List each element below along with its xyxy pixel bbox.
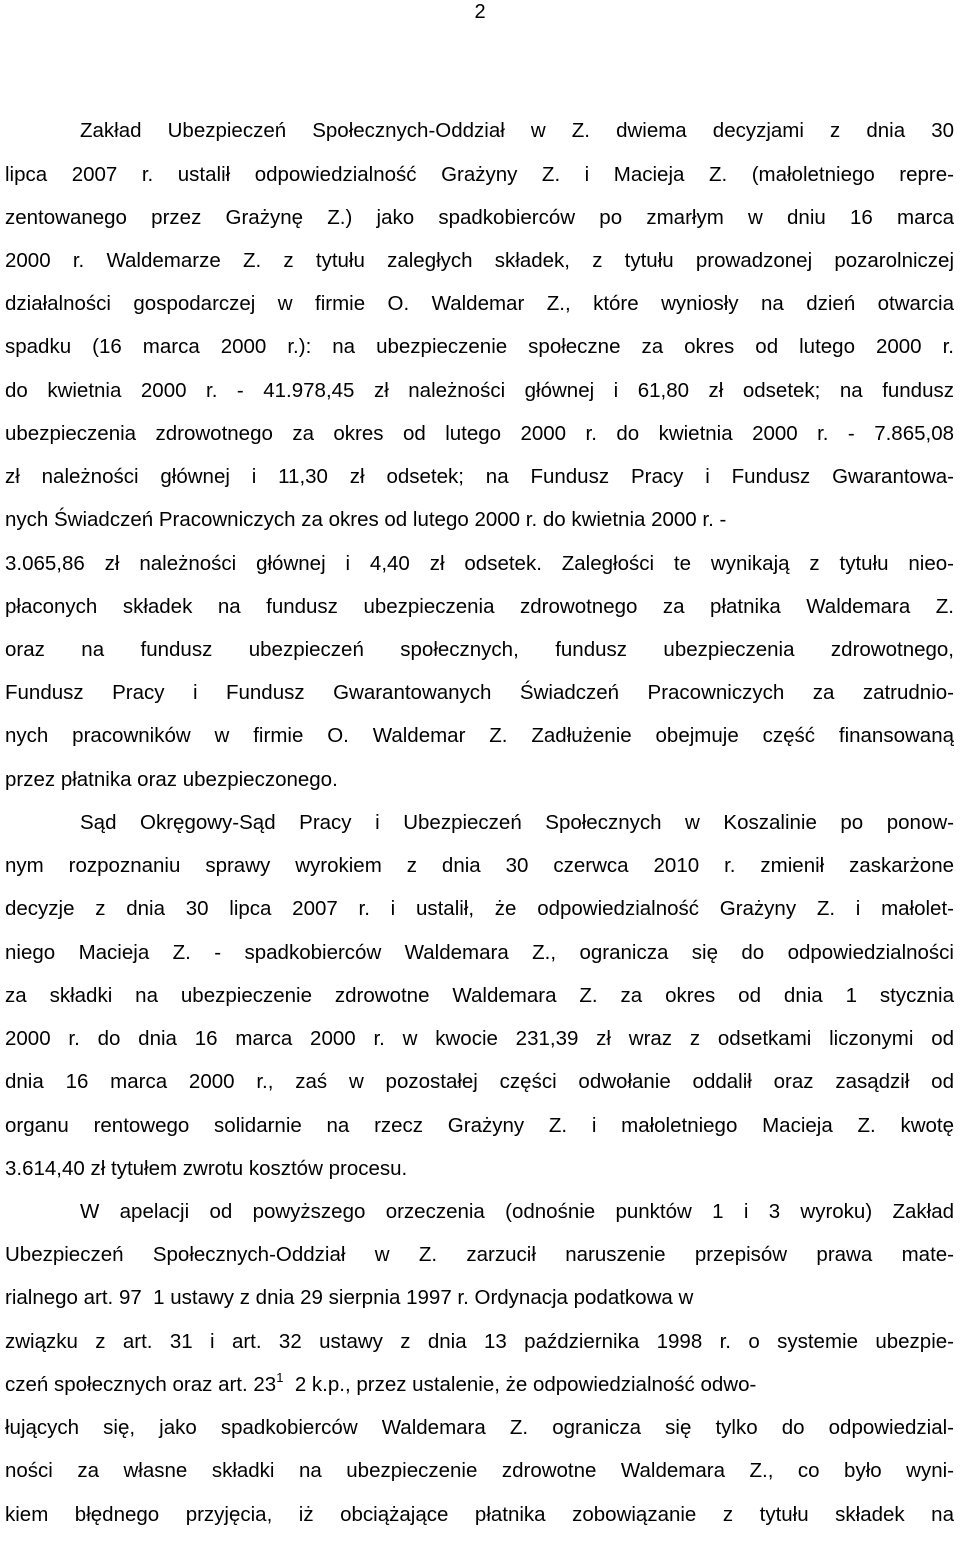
paragraph-line: ności za własne składki na ubezpieczenie zdrowotne Waldemara Z., co było wyni- xyxy=(5,1459,954,1482)
paragraph-line: nym rozpoznaniu sprawy wyrokiem z dnia 30 czerwca 2010 r. zmienił zaskarżone xyxy=(5,854,954,877)
paragraph-line: do kwietnia 2000 r. - 41.978,45 zł należności głównej i 61,80 zł odsetek; na fundusz xyxy=(5,379,954,402)
paragraph-line: zentowanego przez Grażynę Z.) jako spadkobierców po zmarłym w dniu 16 marca xyxy=(5,206,954,229)
paragraph-line: 2000 r. do dnia 16 marca 2000 r. w kwocie 231,39 zł wraz z odsetkami liczonymi od xyxy=(5,1027,954,1050)
paragraph-line: oraz na fundusz ubezpieczeń społecznych, fundusz ubezpieczenia zdrowotnego, xyxy=(5,638,954,661)
paragraph-line: płaconych składek na fundusz ubezpieczenia zdrowotnego za płatnika Waldemara Z. xyxy=(5,595,954,618)
paragraph-line: przez płatnika oraz ubezpieczonego. xyxy=(5,768,338,791)
paragraph-line: lipca 2007 r. ustalił odpowiedzialność Grażyny Z. i Macieja Z. (małoletniego repre- xyxy=(5,163,954,186)
paragraph-line: 3.065,86 zł należności głównej i 4,40 zł odsetek. Zaległości te wynikają z tytułu nieo- xyxy=(5,552,954,575)
paragraph-line: decyzje z dnia 30 lipca 2007 r. i ustalił, że odpowiedzialność Grażyny Z. i małolet- xyxy=(5,897,954,920)
page-number: 2 xyxy=(474,1,486,23)
paragraph-line: działalności gospodarczej w firmie O. Waldemar Z., które wyniosły na dzień otwarcia xyxy=(5,292,954,315)
paragraph-line: ubezpieczenia zdrowotnego za okres od lutego 2000 r. do kwietnia 2000 r. - 7.865,08 xyxy=(5,422,954,445)
paragraph-line: łujących się, jako spadkobierców Waldemara Z. ogranicza się tylko do odpowiedzial- xyxy=(5,1416,954,1439)
paragraph-line: Ubezpieczeń Społecznych-Oddział w Z. zarzucił naruszenie przepisów prawa mate- xyxy=(5,1243,954,1266)
paragraph-line: organu rentowego solidarnie na rzecz Grażyny Z. i małoletniego Macieja Z. kwotę xyxy=(5,1114,954,1137)
paragraph-line: rialnego art. 97 1 ustawy z dnia 29 sierpnia 1997 r. Ordynacja podatkowa w xyxy=(5,1286,694,1309)
line-text: 2 k.p., przez ustalenie, że odpowiedzialność odwo- xyxy=(283,1373,757,1396)
paragraph-line: Zakład Ubezpieczeń Społecznych-Oddział w Z. dwiema decyzjami z dnia 30 xyxy=(80,119,954,142)
paragraph-line: za składki na ubezpieczenie zdrowotne Waldemara Z. za okres od dnia 1 stycznia xyxy=(5,984,954,1007)
paragraph-line: niego Macieja Z. - spadkobierców Waldemara Z., ogranicza się do odpowiedzialności xyxy=(5,941,954,964)
paragraph-line: 2000 r. Waldemarze Z. z tytułu zaległych składek, z tytułu prowadzonej pozarolniczej xyxy=(5,249,954,272)
paragraph-line: dnia 16 marca 2000 r., zaś w pozostałej części odwołanie oddalił oraz zasądził od xyxy=(5,1070,954,1093)
paragraph-line: nych Świadczeń Pracowniczych za okres od lutego 2000 r. do kwietnia 2000 r. - xyxy=(5,508,727,531)
paragraph-line: Fundusz Pracy i Fundusz Gwarantowanych Świadczeń Pracowniczych za zatrudnio- xyxy=(5,681,954,704)
superscript: 1 xyxy=(276,1370,284,1385)
paragraph-line: Sąd Okręgowy-Sąd Pracy i Ubezpieczeń Społecznych w Koszalinie po ponow- xyxy=(80,811,954,834)
paragraph-line: 3.614,40 zł tytułem zwrotu kosztów procesu. xyxy=(5,1157,408,1180)
paragraph-line: nych pracowników w firmie O. Waldemar Z. Zadłużenie obejmuje część finansowaną xyxy=(5,724,954,747)
paragraph-line: kiem błędnego przyjęcia, iż obciążające płatnika zobowiązanie z tytułu składek na xyxy=(5,1503,954,1526)
paragraph-line xyxy=(5,1372,756,1398)
paragraph-line: W apelacji od powyższego orzeczenia (odnośnie punktów 1 i 3 wyroku) Zakład xyxy=(80,1200,954,1223)
paragraph-line: spadku (16 marca 2000 r.): na ubezpieczenie społeczne za okres od lutego 2000 r. xyxy=(5,335,954,358)
paragraph-line: związku z art. 31 i art. 32 ustawy z dnia 13 października 1998 r. o systemie ubezpie- xyxy=(5,1330,954,1353)
line-text: czeń społecznych oraz art. 23 xyxy=(5,1373,277,1396)
paragraph-line: zł należności głównej i 11,30 zł odsetek; na Fundusz Pracy i Fundusz Gwarantowa- xyxy=(5,465,954,488)
